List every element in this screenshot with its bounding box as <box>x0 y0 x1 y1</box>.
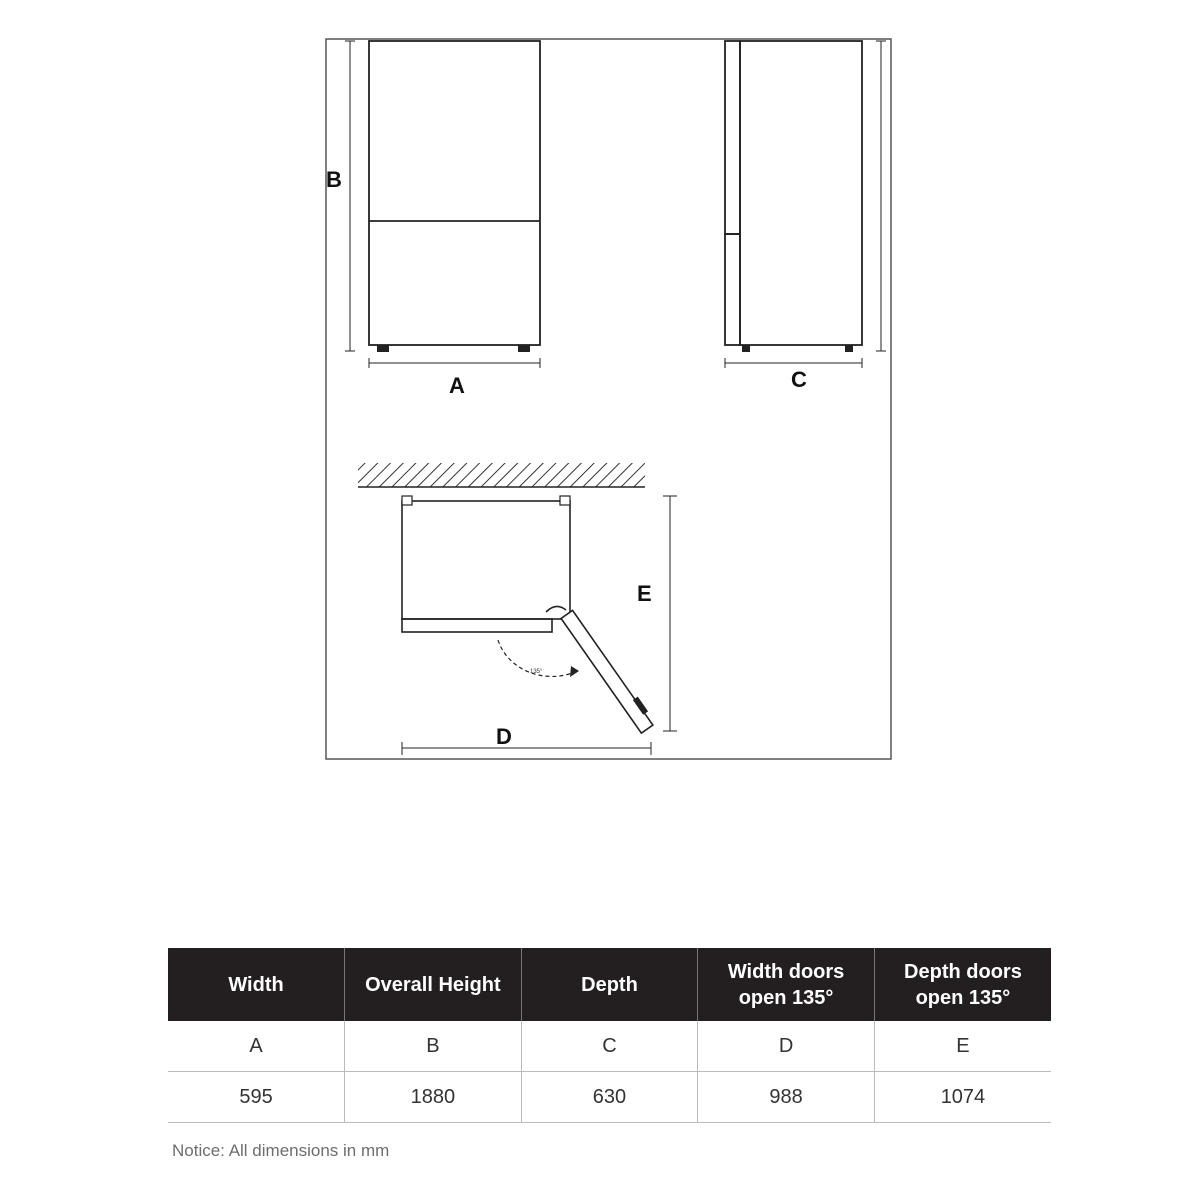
cell-letter-c: C <box>521 1021 698 1072</box>
label-e: E <box>637 581 652 606</box>
front-view <box>369 41 540 352</box>
dimension-a <box>369 358 540 368</box>
label-c: C <box>791 367 807 392</box>
label-a: A <box>449 373 465 398</box>
label-d: D <box>496 724 512 749</box>
top-hinge-right <box>560 496 570 505</box>
top-cabinet <box>402 501 570 619</box>
dimension-e <box>663 496 677 731</box>
cell-letter-e: E <box>874 1021 1051 1072</box>
side-door-lower <box>725 234 740 345</box>
table-header-row <box>168 948 1051 1021</box>
front-foot-right <box>518 345 530 352</box>
header-overall-height: Overall Height <box>345 948 522 1021</box>
arc-arrowhead <box>570 666 579 677</box>
table-row-letters <box>168 1021 1051 1072</box>
diagram-frame <box>326 39 891 759</box>
cell-value-c: 630 <box>521 1072 698 1123</box>
dimension-d <box>402 742 651 755</box>
cell-value-a: 595 <box>168 1072 345 1123</box>
cell-value-b: 1880 <box>345 1072 522 1123</box>
side-view <box>725 41 862 352</box>
header-depth-doors-open: Depth doors open 135° <box>874 948 1051 1021</box>
wall-hatching <box>358 463 645 487</box>
cell-value-e: 1074 <box>874 1072 1051 1123</box>
door-hinge-curve <box>546 606 566 612</box>
top-hinge-left <box>402 496 412 505</box>
side-foot-left <box>742 345 750 352</box>
side-door-upper <box>725 41 740 234</box>
label-b: B <box>326 167 342 192</box>
cell-letter-d: D <box>698 1021 875 1072</box>
dimension-b <box>345 41 355 351</box>
cell-letter-a: A <box>168 1021 345 1072</box>
front-foot-left <box>377 345 389 352</box>
cell-value-d: 988 <box>698 1072 875 1123</box>
header-width: Width <box>168 948 345 1021</box>
header-depth: Depth <box>521 948 698 1021</box>
header-width-doors-open: Width doors open 135° <box>698 948 875 1021</box>
dimensions-table <box>168 948 1051 1123</box>
top-view <box>402 496 656 733</box>
front-cabinet <box>369 41 540 345</box>
table-row-values <box>168 1072 1051 1123</box>
side-foot-right <box>845 345 853 352</box>
cell-letter-b: B <box>345 1021 522 1072</box>
dimension-side-height <box>876 41 886 351</box>
door-angle-label: 135° <box>530 669 543 675</box>
dimensions-notice: Notice: All dimensions in mm <box>172 1141 390 1160</box>
top-door-closed-edge <box>402 619 552 632</box>
side-cabinet <box>740 41 862 345</box>
